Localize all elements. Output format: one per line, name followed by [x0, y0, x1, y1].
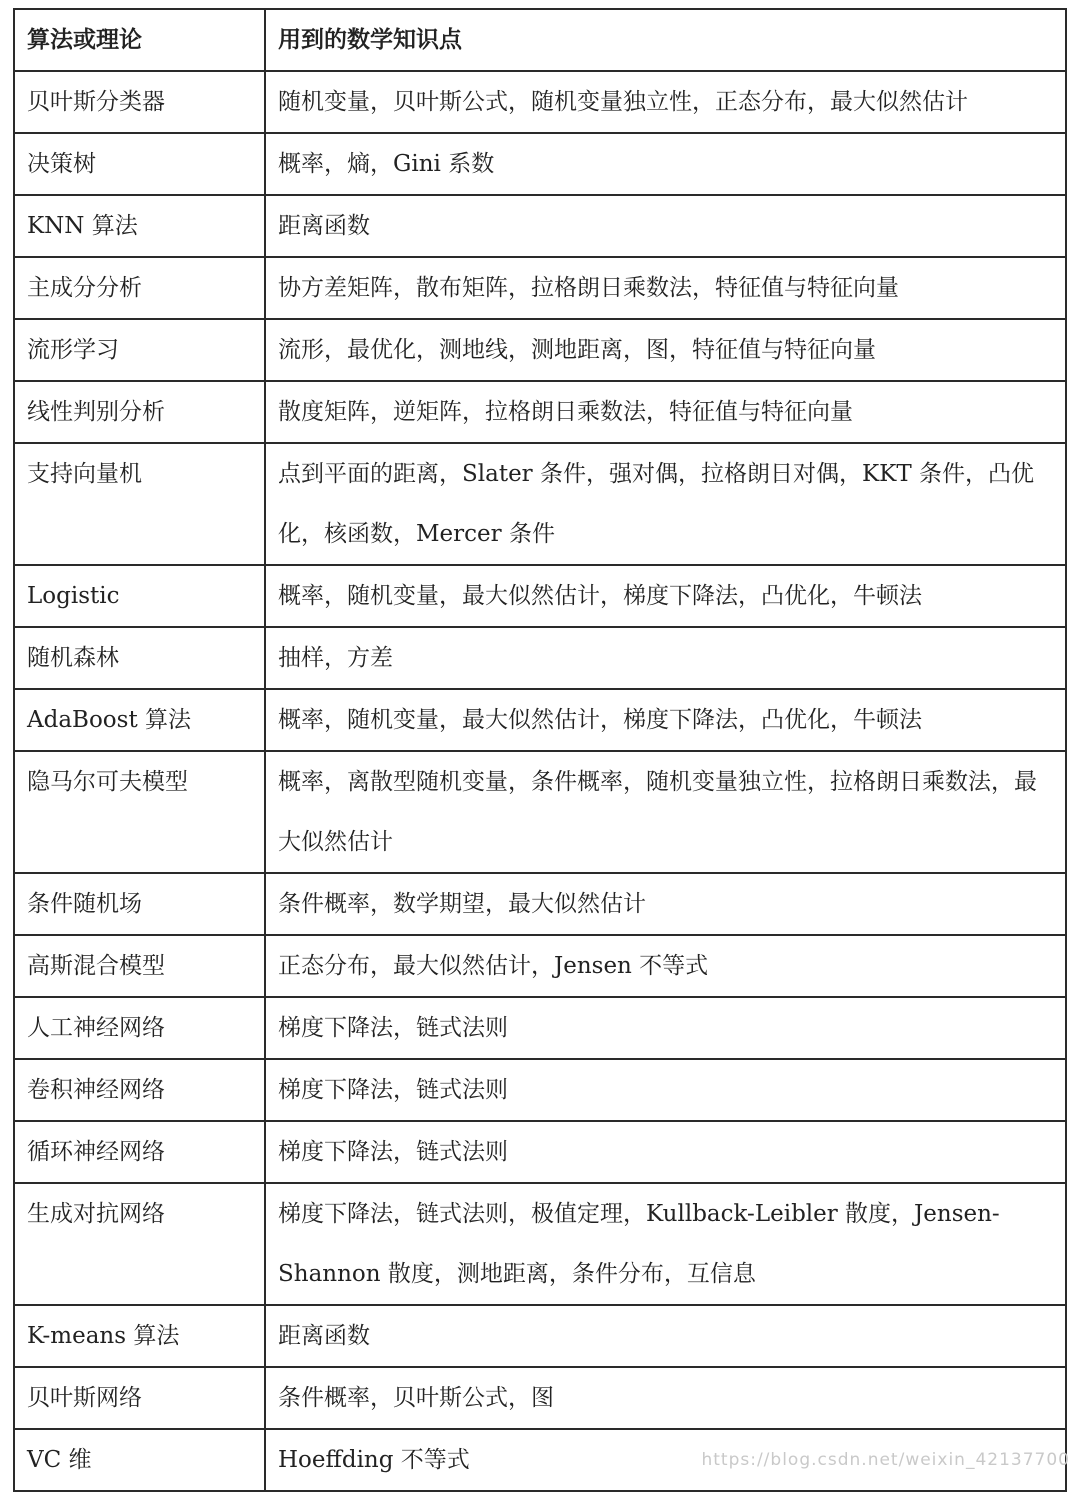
- header-math-points: 用到的数学知识点: [265, 9, 1066, 71]
- algorithm-cell: 条件随机场: [14, 873, 265, 935]
- table-header-row: [14, 9, 1066, 71]
- algorithm-cell: 高斯混合模型: [14, 935, 265, 997]
- table-row: [14, 1183, 1066, 1305]
- algorithm-cell: 循环神经网络: [14, 1121, 265, 1183]
- table-row: [14, 133, 1066, 195]
- math-cell: 距离函数: [265, 1305, 1066, 1367]
- algorithm-cell: 支持向量机: [14, 443, 265, 565]
- math-cell: 协方差矩阵，散布矩阵，拉格朗日乘数法，特征值与特征向量: [265, 257, 1066, 319]
- algorithm-cell: 贝叶斯分类器: [14, 71, 265, 133]
- table-row: [14, 1059, 1066, 1121]
- table-row: [14, 71, 1066, 133]
- math-cell: 概率，随机变量，最大似然估计，梯度下降法，凸优化，牛顿法: [265, 565, 1066, 627]
- math-cell: 梯度下降法，链式法则: [265, 997, 1066, 1059]
- algorithm-cell: 贝叶斯网络: [14, 1367, 265, 1429]
- algorithm-cell: 隐马尔可夫模型: [14, 751, 265, 873]
- math-cell: 梯度下降法，链式法则，极值定理，Kullback-Leibler 散度，Jensen-Shannon 散度，测地距离，条件分布，互信息: [265, 1183, 1066, 1305]
- math-cell: 梯度下降法，链式法则: [265, 1059, 1066, 1121]
- math-cell: 正态分布，最大似然估计，Jensen 不等式: [265, 935, 1066, 997]
- table-row: [14, 319, 1066, 381]
- watermark-url: https://blog.csdn.net/weixin_42137700: [701, 1450, 1070, 1470]
- algorithm-cell: 主成分分析: [14, 257, 265, 319]
- math-cell: 条件概率，数学期望，最大似然估计: [265, 873, 1066, 935]
- algorithm-cell: 线性判别分析: [14, 381, 265, 443]
- algorithm-math-table: [13, 8, 1067, 1492]
- table-row: [14, 935, 1066, 997]
- algorithm-cell: VC 维: [14, 1429, 265, 1491]
- math-cell: 梯度下降法，链式法则: [265, 1121, 1066, 1183]
- algorithm-cell: 随机森林: [14, 627, 265, 689]
- table-row: [14, 627, 1066, 689]
- math-cell: 流形，最优化，测地线，测地距离，图，特征值与特征向量: [265, 319, 1066, 381]
- table-row: [14, 689, 1066, 751]
- table-row: [14, 873, 1066, 935]
- algorithm-cell: 人工神经网络: [14, 997, 265, 1059]
- math-cell: 抽样，方差: [265, 627, 1066, 689]
- header-algorithm: 算法或理论: [14, 9, 265, 71]
- table-row: [14, 257, 1066, 319]
- math-cell: 概率，随机变量，最大似然估计，梯度下降法，凸优化，牛顿法: [265, 689, 1066, 751]
- algorithm-cell: K-means 算法: [14, 1305, 265, 1367]
- algorithm-cell: 卷积神经网络: [14, 1059, 265, 1121]
- algorithm-cell: AdaBoost 算法: [14, 689, 265, 751]
- table-row: [14, 381, 1066, 443]
- table-row: [14, 195, 1066, 257]
- algorithm-cell: 决策树: [14, 133, 265, 195]
- math-cell: Hoeffding 不等式: [265, 1429, 1066, 1491]
- knowledge-table-container: [13, 8, 1065, 1492]
- table-row: [14, 751, 1066, 873]
- algorithm-cell: Logistic: [14, 565, 265, 627]
- algorithm-cell: KNN 算法: [14, 195, 265, 257]
- math-cell: 概率，离散型随机变量，条件概率，随机变量独立性，拉格朗日乘数法，最大似然估计: [265, 751, 1066, 873]
- math-cell: 散度矩阵，逆矩阵，拉格朗日乘数法，特征值与特征向量: [265, 381, 1066, 443]
- algorithm-cell: 流形学习: [14, 319, 265, 381]
- math-cell: 点到平面的距离，Slater 条件，强对偶，拉格朗日对偶，KKT 条件，凸优化，核函数，Mercer 条件: [265, 443, 1066, 565]
- table-row: [14, 1305, 1066, 1367]
- table-row: [14, 1367, 1066, 1429]
- math-cell: 条件概率，贝叶斯公式，图: [265, 1367, 1066, 1429]
- algorithm-cell: 生成对抗网络: [14, 1183, 265, 1305]
- math-cell: 距离函数: [265, 195, 1066, 257]
- table-row: [14, 565, 1066, 627]
- table-row: [14, 1121, 1066, 1183]
- table-row: [14, 443, 1066, 565]
- math-cell: 概率，熵，Gini 系数: [265, 133, 1066, 195]
- math-cell: 随机变量，贝叶斯公式，随机变量独立性，正态分布，最大似然估计: [265, 71, 1066, 133]
- table-row: [14, 997, 1066, 1059]
